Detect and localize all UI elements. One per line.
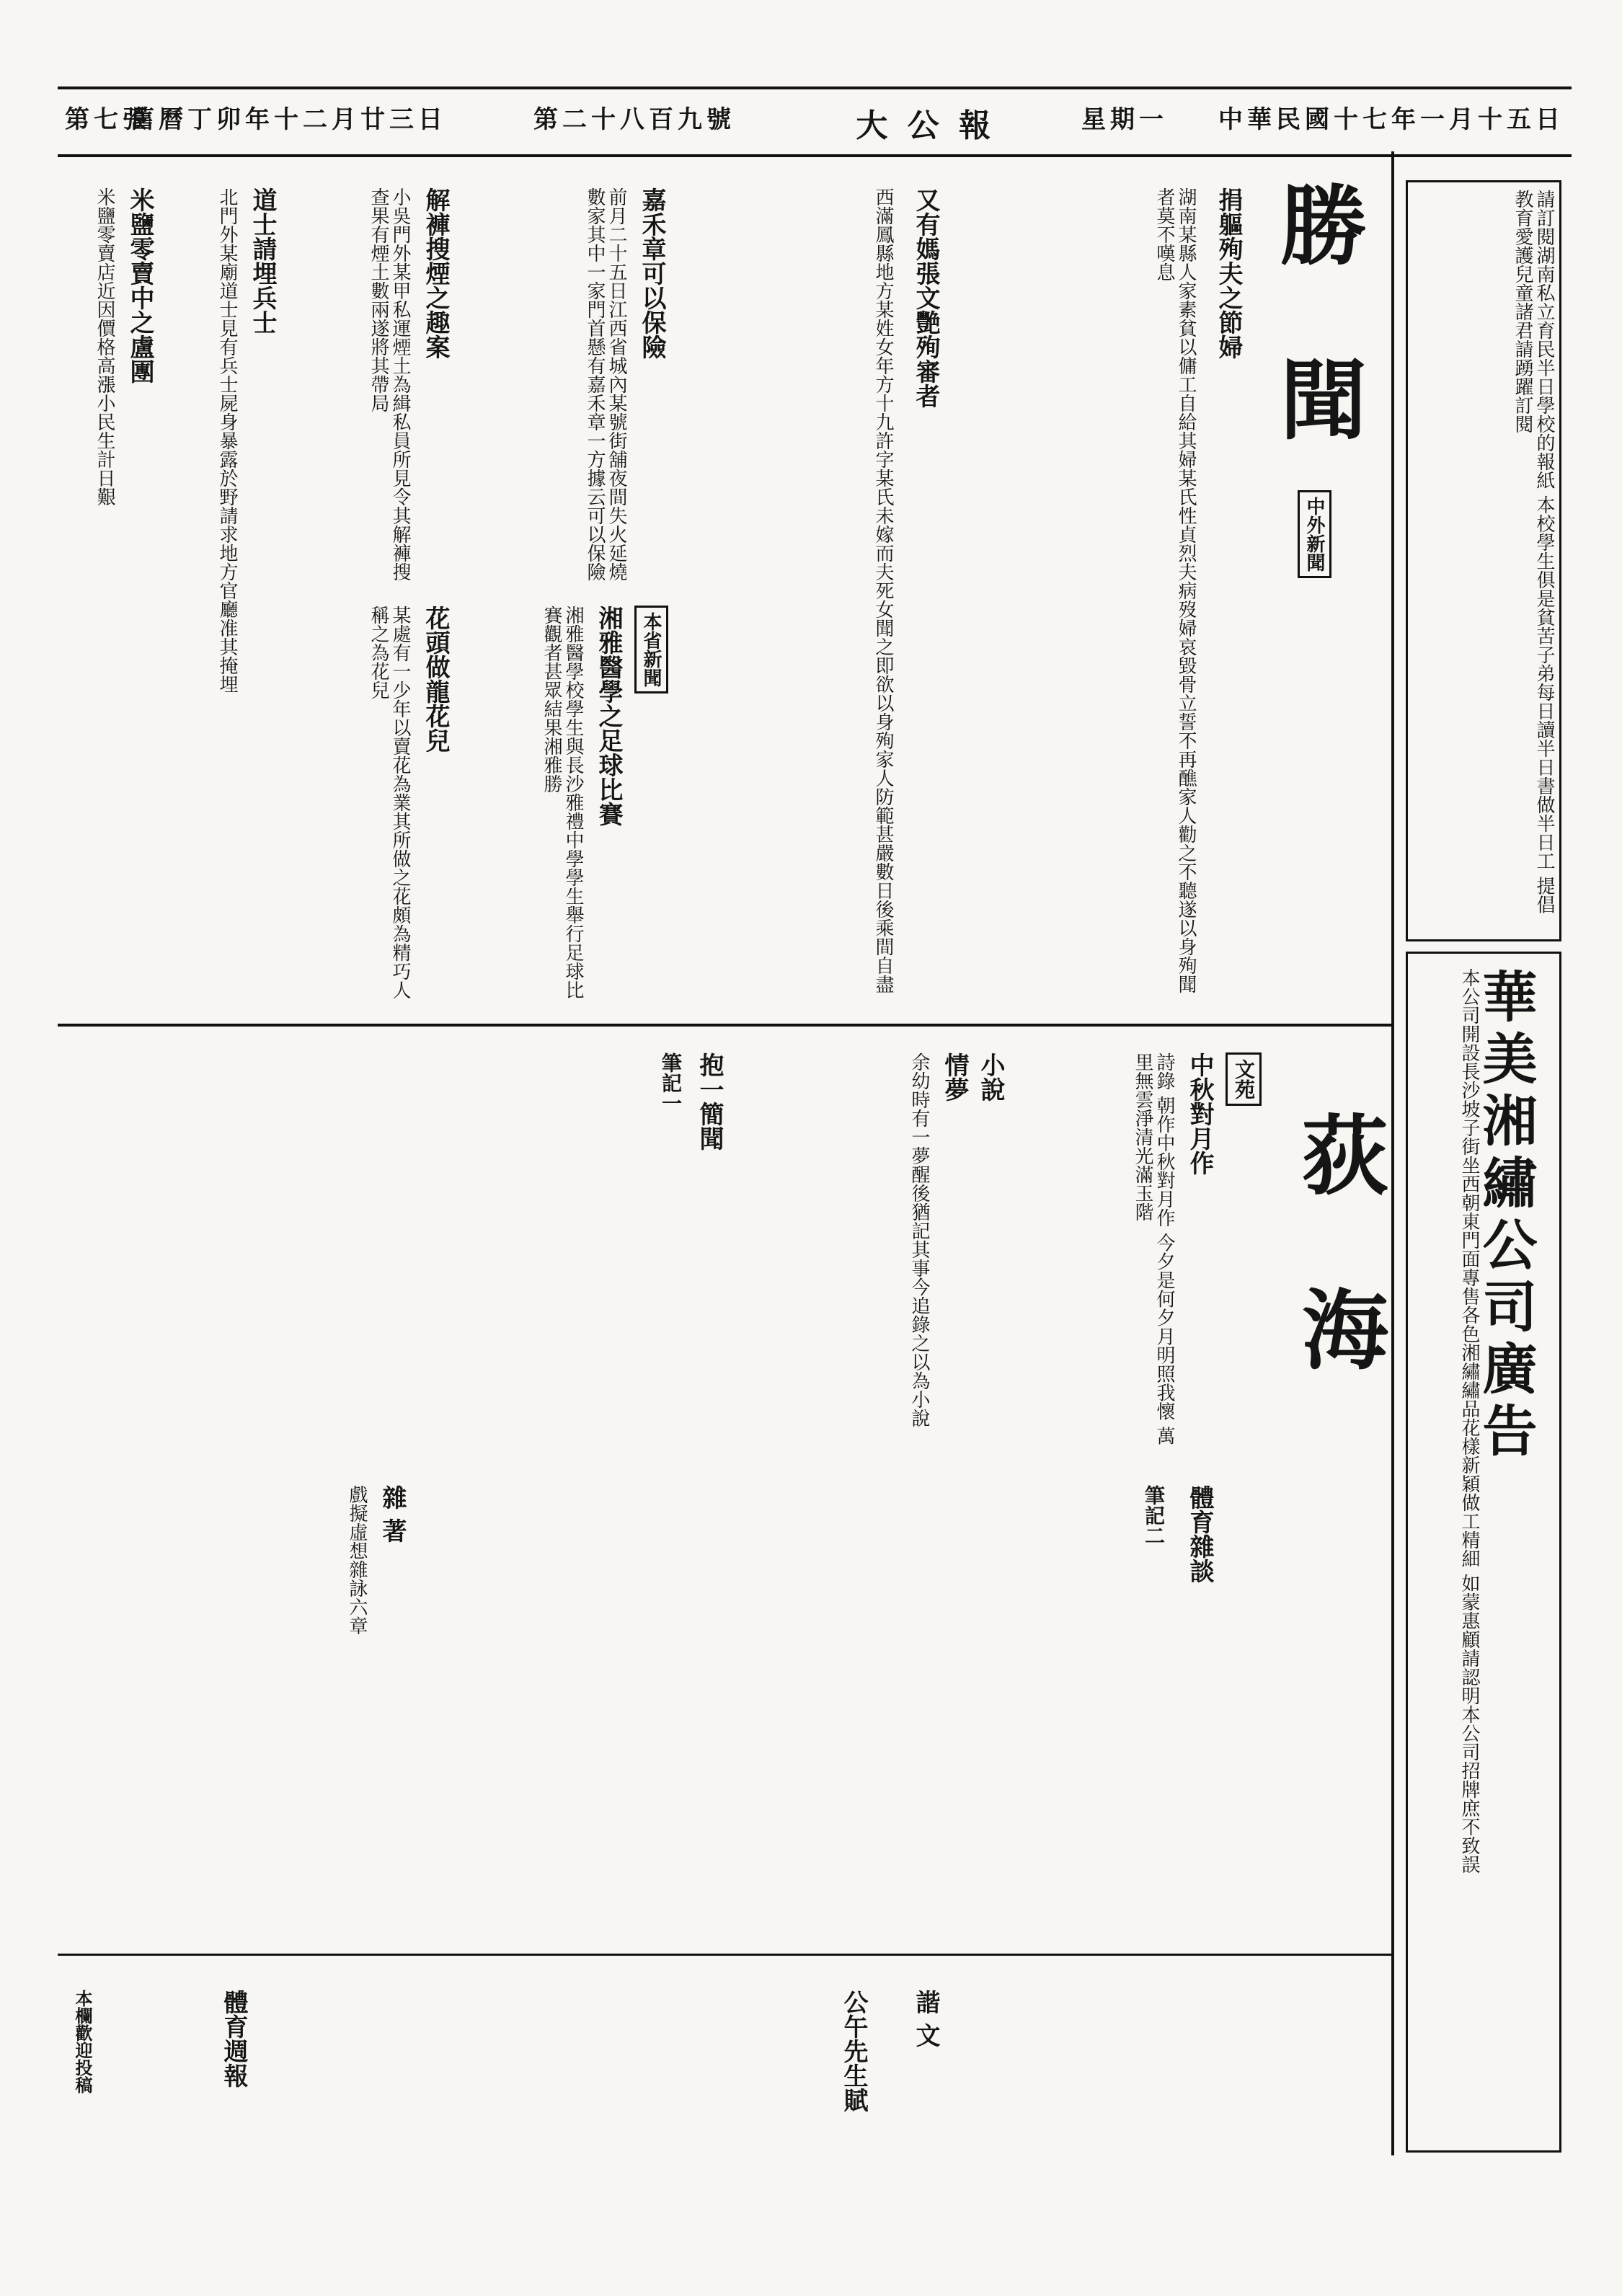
category-zhongwai: 中外新聞 bbox=[1298, 490, 1331, 578]
masthead-issue: 第二十八百九號 bbox=[533, 105, 735, 134]
company-ad-body: 本公司開設長沙坡子街坐西朝東門面專售各色湘繡繡品花樣新穎做工精細 如蒙惠顧請認明本公司招牌庶不致誤 bbox=[1458, 968, 1480, 1874]
poem-body: 詩錄 朝作中秋對月作 今夕是何夕月明照我懷 萬里無雲淨清光滿玉階 bbox=[1132, 1052, 1175, 1445]
article-body: 前月二十五日江西省城內某號街舖夜間失火延燒數家其中一家門首懸有嘉禾章一方據云可以保險 bbox=[584, 187, 627, 581]
notes2-label: 筆記二 bbox=[1142, 1485, 1166, 1546]
section-divider-lower bbox=[58, 1954, 1391, 1956]
article-title: 嘉禾章可以保險 bbox=[637, 187, 666, 359]
company-ad-title: 華美湘繡公司廣告 bbox=[1473, 968, 1538, 1464]
article-title: 湘雅醫學之足球比賽 bbox=[594, 606, 623, 826]
article-body: 湘雅醫學校學生與長沙雅禮中學學生舉行足球比賽觀者甚眾結果湘雅勝 bbox=[541, 606, 584, 999]
article-title: 花頭做龍花兒 bbox=[421, 606, 450, 753]
category-wenyuan: 文苑 bbox=[1226, 1052, 1262, 1106]
article-title: 道士請埋兵士 bbox=[248, 187, 277, 334]
misc-body: 戲擬虛想雜詠六章 bbox=[346, 1485, 368, 1635]
news-section-title: 勝 聞 bbox=[1266, 180, 1368, 470]
weekly-title: 體育週報 bbox=[219, 1990, 248, 2088]
literary-section-title: 荻 海 bbox=[1288, 1110, 1389, 1400]
category-bensheng: 本省新聞 bbox=[634, 606, 668, 693]
masthead-lunar: 舊曆丁卯年十二月廿三日 bbox=[130, 105, 447, 134]
notes-label: 筆記一 bbox=[659, 1052, 683, 1113]
masthead-paper-name: 大 公 報 bbox=[856, 107, 995, 144]
masthead-date: 中華民國十七年一月十五日 bbox=[1218, 105, 1564, 134]
school-notice-box bbox=[1406, 180, 1561, 941]
school-notice-text: 請訂閱湖南私立育民半日學校的報紙 本校學生俱是貧苦子弟每日讀半日書做半日工 提倡教育愛護兒童諸君請踴躍訂閱 bbox=[1512, 190, 1555, 914]
article-body: 北門外某廟道士見有兵士屍身暴露於野請求地方官廳准其掩埋 bbox=[216, 187, 238, 693]
company-ad-box bbox=[1406, 952, 1561, 2153]
section-divider bbox=[58, 1024, 1391, 1027]
novel-category: 小說 bbox=[976, 1052, 1005, 1102]
article-title: 捐軀殉夫之節婦 bbox=[1214, 187, 1243, 359]
article-body: 小吳門外某甲私運煙土為緝私員所見令其解褲搜查果有煙土數兩遂將其帶局 bbox=[368, 187, 411, 581]
column-note: 本欄歡迎投稿 bbox=[72, 1990, 93, 2093]
novel-title: 情夢 bbox=[940, 1052, 969, 1102]
misc-title: 雜 著 bbox=[378, 1485, 407, 1543]
masthead-page-number: 第七張 bbox=[65, 105, 151, 134]
novel-body: 余幼時有一夢醒後猶記其事今追錄之以為小說 bbox=[908, 1052, 930, 1427]
poem-title: 中秋對月作 bbox=[1185, 1052, 1214, 1175]
masthead bbox=[58, 87, 1572, 157]
sports-title: 體育雜談 bbox=[1185, 1485, 1214, 1583]
prose-label: 諧 文 bbox=[911, 1990, 940, 2047]
article-body: 湖南某縣人家素貧以傭工自給其婦某氏性貞烈夫病歿婦哀毀骨立誓不再醮家人勸之不聽遂以身殉聞者莫不嘆息 bbox=[1153, 187, 1197, 993]
article-body: 米鹽零賣店近因價格高漲小民生計日艱 bbox=[94, 187, 115, 506]
article-title: 解褲搜煙之趣案 bbox=[421, 187, 450, 359]
article-title: 米鹽零賣中之盧團 bbox=[125, 187, 154, 384]
newspaper-page bbox=[58, 87, 1572, 2235]
masthead-weekday: 星期一 bbox=[1081, 105, 1168, 134]
notes-title: 抱一簡聞 bbox=[695, 1052, 724, 1151]
article-body: 某處有一少年以賣花為業其所做之花頗為精巧人稱之為花兒 bbox=[368, 606, 411, 999]
article-title: 又有媽張文艷殉審者 bbox=[911, 187, 940, 408]
prose-title: 公午先生賦 bbox=[839, 1990, 868, 2112]
article-body: 西滿鳳縣地方某姓女年方十九許字某氏未嫁而夫死女聞之即欲以身殉家人防範甚嚴數日後乘間自盡 bbox=[872, 187, 894, 993]
